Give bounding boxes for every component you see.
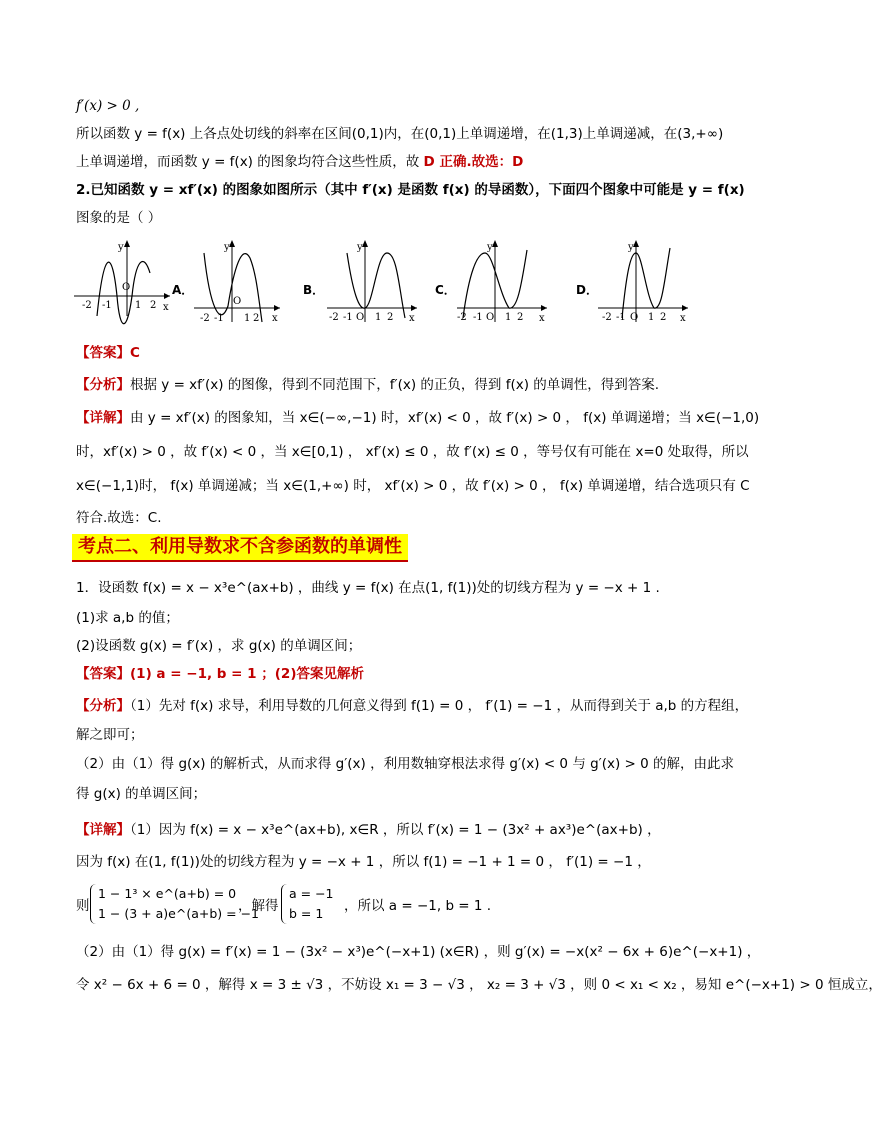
graph-option-b[interactable] xyxy=(325,238,420,323)
q1-analysis-text-1: （1）先对 f(x) 求导，利用导数的几何意义得到 f(1) = 0 ， f′(1) = −1 ，从而得到关于 a,b 的方程组， xyxy=(130,698,749,714)
q1-system-solve: ，解得 xyxy=(238,898,279,914)
option-b-tick-2: 2 xyxy=(387,312,394,323)
graph-option-c[interactable] xyxy=(455,238,550,323)
q1-solution-a: a = −1 xyxy=(289,886,334,901)
q1-system xyxy=(98,884,259,924)
option-c-axis-y: y xyxy=(487,242,493,253)
option-c-tick-1: 1 xyxy=(505,312,512,323)
q1-analysis-2: 解之即可； xyxy=(76,727,144,743)
option-a-axis-y: y xyxy=(224,242,230,253)
q2-detail-1 xyxy=(76,408,759,428)
q1-analysis-3: （2）由（1）得 g(x) 的解析式，从而求得 g′(x) ，利用数轴穿根法求得 g′(x) < 0 与 g′(x) > 0 的解，由此求 xyxy=(76,756,735,772)
q1-part-1: (1)求 a,b 的值； xyxy=(76,610,179,626)
q1-detail-4: 令 x² − 6x + 6 = 0 ，解得 x = 3 ± √3 ，不妨设 x₁ = 3 − √3 ， x₂ = 3 + √3 ，则 0 < x₁ < x₂ ，易知 e^(−x+1) > 0 恒成立， xyxy=(76,977,882,993)
q2-answer xyxy=(76,343,140,363)
q1-solution-brace xyxy=(281,884,288,924)
option-d-tick-m2: -2 xyxy=(602,312,612,323)
option-b-tick-1: 1 xyxy=(375,312,382,323)
option-b-origin: O xyxy=(356,312,365,323)
option-d-label[interactable]: D． xyxy=(576,283,598,297)
q2-detail-2: 时，xf′(x) > 0 ，故 f′(x) < 0 ，当 x∈[0,1) ， xf′(x) ≤ 0 ，故 f′(x) ≤ 0 ，等号仅有可能在 x=0 处取得，所以 xyxy=(76,444,749,460)
main-tick-1: 1 xyxy=(135,300,142,311)
q2-answer-label: 【答案】 xyxy=(76,345,130,361)
q1-answer-text: (1) a = −1, b = 1 ；(2)答案见解析 xyxy=(130,666,364,682)
main-origin: O xyxy=(122,282,131,293)
main-tick-2: 2 xyxy=(150,300,157,311)
main-axis-x: x xyxy=(163,302,169,313)
q2-analysis-text: 根据 y = xf′(x) 的图像，得到不同范围下，f′(x) 的正负，得到 f(x) 的单调性，得到答案. xyxy=(130,377,660,393)
option-c-tick-m2: -2 xyxy=(457,312,467,323)
intro-line-3a: 上单调递增，而函数 y = f(x) 的图象均符合这些性质，故 xyxy=(76,154,424,170)
option-d-tick-1: 1 xyxy=(648,312,655,323)
option-d-axis-x: x xyxy=(680,313,686,324)
q1-analysis-1 xyxy=(76,696,748,716)
q1-part-2: (2)设函数 g(x) = f′(x) ，求 g(x) 的单调区间； xyxy=(76,638,362,654)
q1-detail-2: 因为 f(x) 在(1, f(1))处的切线方程为 y = −x + 1 ，所以 f(1) = −1 + 1 = 0 ， f′(1) = −1 ， xyxy=(76,854,651,870)
main-tick-m1: -1 xyxy=(102,300,112,311)
q1-detail-label: 【详解】 xyxy=(76,822,130,838)
option-d-axis-y: y xyxy=(628,242,634,253)
graph-option-d[interactable] xyxy=(596,238,691,323)
q2-stem-line-2: 图象的是（ ） xyxy=(76,210,162,226)
q1-detail-1 xyxy=(76,820,661,840)
option-a-axis-x: x xyxy=(272,313,278,324)
option-b-axis-x: x xyxy=(409,313,415,324)
option-c-axis-x: x xyxy=(539,313,545,324)
q1-system-eq-1: 1 − 1³ × e^(a+b) = 0 xyxy=(98,886,237,901)
graph-option-a[interactable] xyxy=(192,238,282,323)
option-d-tick-m1: -1 xyxy=(616,312,626,323)
q1-system-prefix: 则 xyxy=(76,898,90,914)
q1-answer xyxy=(76,664,364,684)
main-axis-y: y xyxy=(118,242,124,253)
option-c-origin: O xyxy=(486,312,495,323)
q1-system-brace xyxy=(90,884,97,924)
option-a-label[interactable]: A． xyxy=(172,283,194,297)
q2-stem-line-1: 2.已知函数 y = xf′(x) 的图象如图所示（其中 f′(x) 是函数 f(x) 的导函数），下面四个图象中可能是 y = f(x) xyxy=(76,182,745,198)
q2-detail-4: 符合.故选：C. xyxy=(76,510,162,526)
q2-detail-label: 【详解】 xyxy=(76,410,130,426)
option-a-tick-2: 2 xyxy=(253,313,260,324)
q2-answer-value: C xyxy=(130,345,140,361)
option-a-tick-1: 1 xyxy=(244,313,251,324)
q1-detail-text-1: （1）因为 f(x) = x − x³e^(ax+b), x∈R ，所以 f′(x) = 1 − (3x² + ax³)e^(ax+b) ， xyxy=(130,822,661,838)
intro-answer: D 正确.故选：D xyxy=(423,154,524,170)
graph-xfprime xyxy=(72,238,172,318)
q1-answer-label: 【答案】 xyxy=(76,666,130,682)
option-b-label[interactable]: B． xyxy=(303,283,325,297)
q1-system-end: ，所以 a = −1, b = 1 . xyxy=(344,898,492,914)
q2-analysis xyxy=(76,375,659,395)
q1-analysis-4: 得 g(x) 的单调区间； xyxy=(76,786,207,802)
option-a-tick-m1: -1 xyxy=(214,313,224,324)
option-b-axis-y: y xyxy=(357,242,363,253)
intro-line-3 xyxy=(76,152,523,172)
option-a-origin: O xyxy=(233,296,242,307)
main-tick-m2: -2 xyxy=(82,300,92,311)
q2-detail-text-1: 由 y = xf′(x) 的图象知，当 x∈(−∞,−1) 时，xf′(x) < 0 ，故 f′(x) > 0 ， f(x) 单调递增；当 x∈(−1,0) xyxy=(130,410,760,426)
q1-detail-3: （2）由（1）得 g(x) = f′(x) = 1 − (3x² − x³)e^(−x+1) (x∈R) ，则 g′(x) = −x(x² − 6x + 6)e^(−x+1) ， xyxy=(76,944,761,960)
intro-line-2: 所以函数 y = f(x) 上各点处切线的斜率在区间(0,1)内，在(0,1)上单调递增，在(1,3)上单调递减，在(3,+∞) xyxy=(76,126,724,142)
q1-system-eq-2: 1 − (3 + a)e^(a+b) = −1 xyxy=(98,906,259,921)
option-c-label[interactable]: C． xyxy=(435,283,456,297)
intro-line-1: f′(x) > 0 , xyxy=(76,98,140,114)
q1-analysis-label: 【分析】 xyxy=(76,698,130,714)
q1-solution xyxy=(289,884,334,924)
option-c-tick-2: 2 xyxy=(517,312,524,323)
section-title: 考点二、利用导数求不含参函数的单调性 xyxy=(72,534,408,562)
q1-solution-b: b = 1 xyxy=(289,906,324,921)
q2-analysis-label: 【分析】 xyxy=(76,377,130,393)
option-d-tick-2: 2 xyxy=(660,312,667,323)
option-d-origin: O xyxy=(630,312,639,323)
option-b-tick-m1: -1 xyxy=(343,312,353,323)
q1-stem: 1．设函数 f(x) = x − x³e^(ax+b) ，曲线 y = f(x) 在点(1, f(1))处的切线方程为 y = −x + 1 . xyxy=(76,580,660,596)
q2-detail-3: x∈(−1,1)时， f(x) 单调递减；当 x∈(1,+∞) 时， xf′(x) > 0 ，故 f′(x) > 0 ， f(x) 单调递增，结合选项只有 C xyxy=(76,478,750,494)
option-a-tick-m2: -2 xyxy=(200,313,210,324)
option-c-tick-m1: -1 xyxy=(473,312,483,323)
option-b-tick-m2: -2 xyxy=(329,312,339,323)
